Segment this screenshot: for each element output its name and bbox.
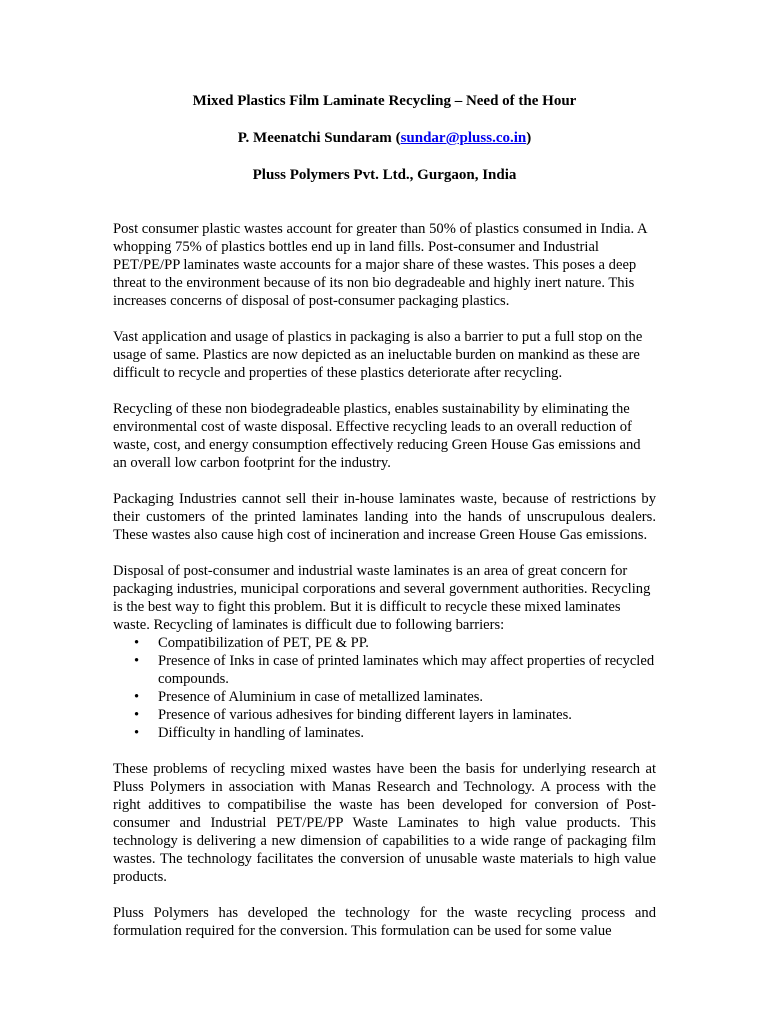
affiliation: Pluss Polymers Pvt. Ltd., Gurgaon, India [252,167,517,183]
paragraph-usage: Vast application and usage of plastics in packaging is also a barrier to put a full stop on the usage of same. Plastics are now depicted as an ineluctable burden on mankind as these are difficult to recycle and properties of these plastics deteriorate after recycling. [113,329,643,381]
author-line [113,129,656,147]
paragraph-intro: Post consumer plastic wastes account for greater than 50% of plastics consumed in India. A whopping 75% of plastics bottles end up in land fills. Post-consumer and Industrial PET/PE/PP laminates waste accounts for a major share of these wastes. This poses a deep threat to the environment because of its non bio degradeable and highly inert nature. This increases concerns of disposal of post-consumer packaging plastics. [113,221,647,309]
author-name: P. Meenatchi Sundaram [237,130,392,146]
list-item: • Difficulty in handling of laminates. [134,725,365,741]
bullet-icon: • [134,689,140,705]
list-item: • Presence of Aluminium in case of metallized laminates. [134,689,484,705]
document-title: Mixed Plastics Film Laminate Recycling – Need of the Hour [192,93,577,109]
bullet-icon: • [134,653,140,669]
barriers-list [113,634,656,742]
bullet-icon: • [134,725,140,741]
list-item: • Compatibilization of PET, PE & PP. [134,635,369,651]
author-open-paren: ( [391,130,401,146]
bullet-icon: • [134,707,140,723]
author-close-paren: ) [526,130,532,146]
paragraph-packaging-industries: Packaging Industries cannot sell their in-house laminates waste, because of restrictions by their customers of the printed laminates landing into the hands of unscrupulous dealers. These wastes also cause high cost of incineration and increase Green House Gas emissions. [113,491,656,543]
paragraph-disposal: Disposal of post-consumer and industrial waste laminates is an area of great concern for packaging industries, municipal corporations and several government authorities. Recycling is the best way to fight this problem. But it is difficult to recycle these mixed laminates waste. Recycling of laminates is difficult due to following barriers: [113,563,651,633]
bullet-icon: • [134,635,140,651]
paragraph-technology: Pluss Polymers has developed the technology for the waste recycling process and formulation required for the conversion. This formulation can be used for some value [113,905,656,939]
author-email-link[interactable]: sundar@pluss.co.in [400,130,527,146]
list-item: • Presence of Inks in case of printed laminates which may affect properties of recycled compounds. [134,653,655,687]
list-item: • Presence of various adhesives for binding different layers in laminates. [134,707,572,723]
paragraph-recycling-benefits: Recycling of these non biodegradeable plastics, enables sustainability by eliminating the environmental cost of waste disposal. Effective recycling leads to an overall reduction of waste, cost, and energy consumption effectively reducing Green House Gas emissions and an overall low carbon footprint for the industry. [113,401,641,471]
paragraph-research: These problems of recycling mixed wastes have been the basis for underlying research at Pluss Polymers in association with Manas Research and Technology. A process with the right additives to compatibilise the waste has been developed for conversion of Post-consumer and Industrial PET/PE/PP Waste Laminates to high value products. This technology is delivering a new dimension of capabilities to a wide range of packaging film wastes. The technology facilitates the conversion of unusable waste materials to high value products. [113,761,656,885]
